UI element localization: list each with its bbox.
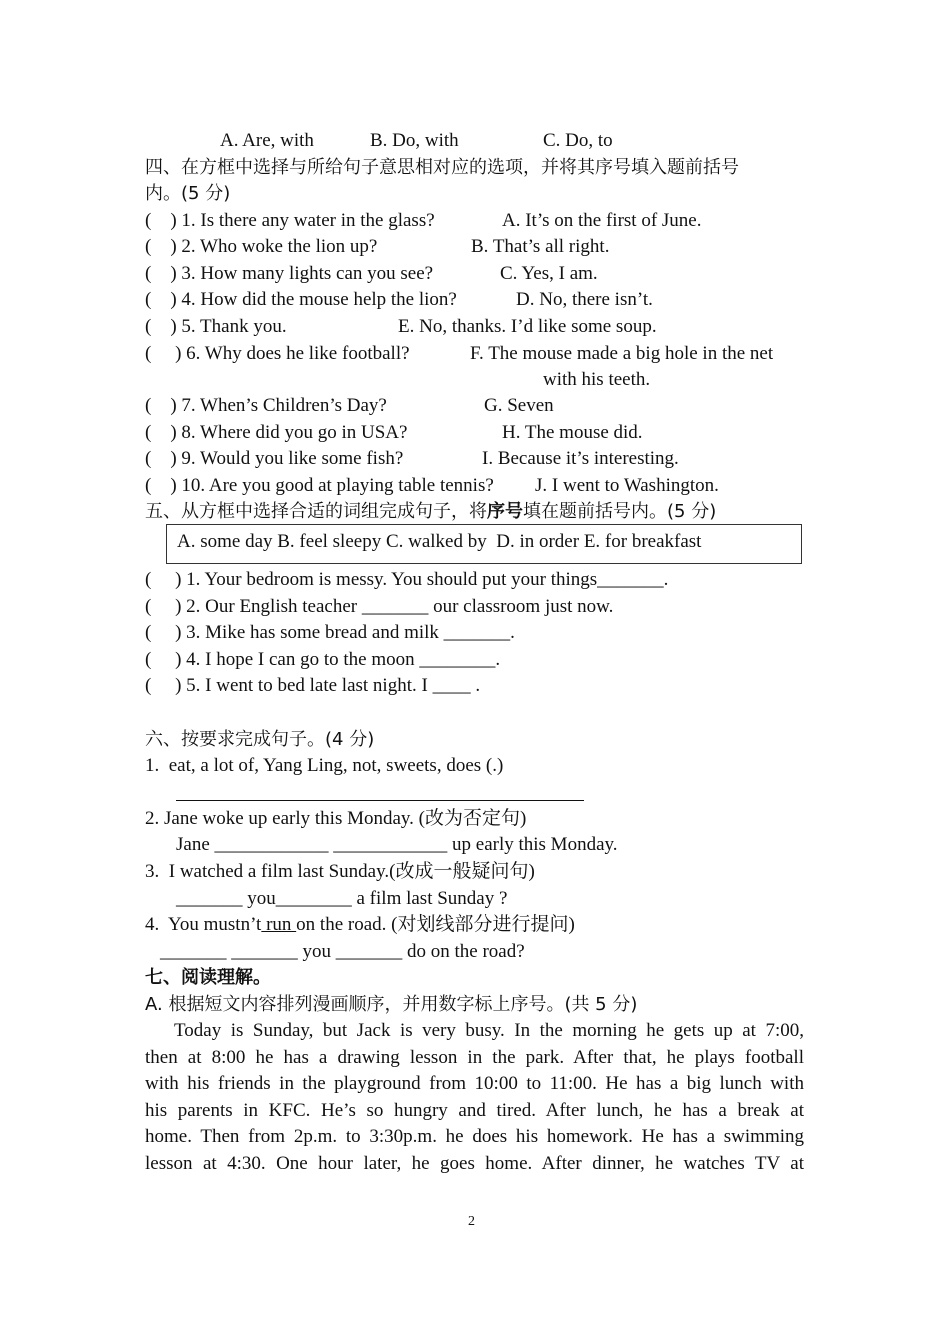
s4-answer-e: E. No, thanks. I’d like some soup. (398, 316, 657, 337)
s4-question-10: ( ) 10. Are you good at playing table tennis? (145, 475, 494, 496)
section5-title-bold: 序号 (487, 501, 523, 522)
s4-answer-a: A. It’s on the first of June. (502, 210, 702, 231)
s4-question-6: ( ) 6. Why does he like football? (145, 343, 410, 364)
section4-title-line1: 四、在方框中选择与所给句子意思相对应的选项，并将其序号填入题前括号 (145, 157, 739, 178)
option-a: A. Are, with (220, 130, 314, 151)
s5-item-3: ( ) 3. Mike has some bread and milk _______. (145, 622, 515, 643)
section7-sub-a: A. 根据短文内容排列漫画顺序，并用数字标上序号。(共 5 分) (145, 994, 638, 1015)
option-b: B. Do, with (370, 130, 459, 151)
passage-line-6: lesson at 4:30. One hour later, he goes home. After dinner, he watches TV at (145, 1153, 804, 1174)
s6-question-4-underlined: run (261, 914, 297, 935)
s4-question-5: ( ) 5. Thank you. (145, 316, 287, 337)
section6-title: 六、按要求完成句子。(4 分) (145, 729, 375, 750)
s4-question-9: ( ) 9. Would you like some fish? (145, 448, 404, 469)
s5-item-5: ( ) 5. I went to bed late last night. I ____ . (145, 675, 481, 696)
s6-question-2-text: 2. Jane woke up early this Monday. (改为否定句) (145, 808, 527, 829)
passage-line-2: then at 8:00 he has a drawing lesson in the park. After that, he plays football (145, 1047, 804, 1068)
passage-line-1: Today is Sunday, but Jack is very busy. In the morning he gets up at 7:00, (174, 1020, 804, 1041)
s4-answer-b: B. That’s all right. (471, 236, 610, 257)
page-number: 2 (468, 1214, 475, 1229)
s6-question-4-post: on the road. (对划线部分进行提问) (296, 914, 575, 935)
s4-question-8: ( ) 8. Where did you go in USA? (145, 422, 408, 443)
s4-answer-j: J. I went to Washington. (535, 475, 719, 496)
s6-answer-4: _______ _______ you _______ do on the road? (160, 941, 525, 962)
s5-item-1: ( ) 1. Your bedroom is messy. You should put your things_______. (145, 569, 669, 590)
s6-question-1: 1. eat, a lot of, Yang Ling, not, sweets, does (.) (145, 755, 504, 776)
s6-question-3: 3. I watched a film last Sunday.(改成一般疑问句) (145, 861, 535, 882)
option-c: C. Do, to (543, 130, 613, 151)
s4-question-1: ( ) 1. Is there any water in the glass? (145, 210, 435, 231)
s4-answer-d: D. No, there isn’t. (516, 289, 653, 310)
s6-answer-line-1 (176, 800, 584, 801)
passage-line-3: with his friends in the playground from 10:00 to 11:00. He has a big lunch with (145, 1073, 804, 1094)
phrase-box-text: A. some day B. feel sleepy C. walked by D. in order E. for breakfast (177, 531, 702, 552)
passage-line-4: his parents in KFC. He’s so hungry and tired. After lunch, he has a break at (145, 1100, 804, 1121)
s4-answer-c: C. Yes, I am. (500, 263, 598, 284)
s6-question-4 (145, 912, 575, 938)
s4-question-4: ( ) 4. How did the mouse help the lion? (145, 289, 457, 310)
s4-answer-i: I. Because it’s interesting. (482, 448, 679, 469)
s4-question-7: ( ) 7. When’s Children’s Day? (145, 395, 387, 416)
s4-question-2: ( ) 2. Who woke the lion up? (145, 236, 378, 257)
section5-title (145, 499, 716, 525)
s5-item-4: ( ) 4. I hope I can go to the moon ________. (145, 649, 501, 670)
s4-question-3: ( ) 3. How many lights can you see? (145, 263, 434, 284)
section5-title-post: 填在题前括号内。(5 分) (523, 501, 717, 522)
s6-question-2 (145, 806, 526, 832)
s4-answer-f: F. The mouse made a big hole in the net (470, 343, 774, 364)
section5-title-pre: 五、从方框中选择合适的词组完成句子，将 (145, 501, 487, 522)
s6-question-4-pre: 4. You mustn’t (145, 914, 262, 935)
s5-item-2: ( ) 2. Our English teacher _______ our classroom just now. (145, 596, 614, 617)
s6-answer-3: _______ you________ a film last Sunday ? (176, 888, 508, 909)
s4-answer-f-cont: with his teeth. (543, 369, 651, 390)
section4-title-line2: 内。(5 分) (145, 183, 231, 204)
s6-answer-2: Jane ____________ ____________ up early this Monday. (176, 834, 618, 855)
section7-title: 七、阅读理解。 (145, 967, 271, 988)
s4-answer-g: G. Seven (484, 395, 554, 416)
s4-answer-h: H. The mouse did. (502, 422, 643, 443)
phrase-box (166, 524, 802, 564)
passage-line-5: home. Then from 2p.m. to 3:30p.m. he does his homework. He has a swimming (145, 1126, 804, 1147)
